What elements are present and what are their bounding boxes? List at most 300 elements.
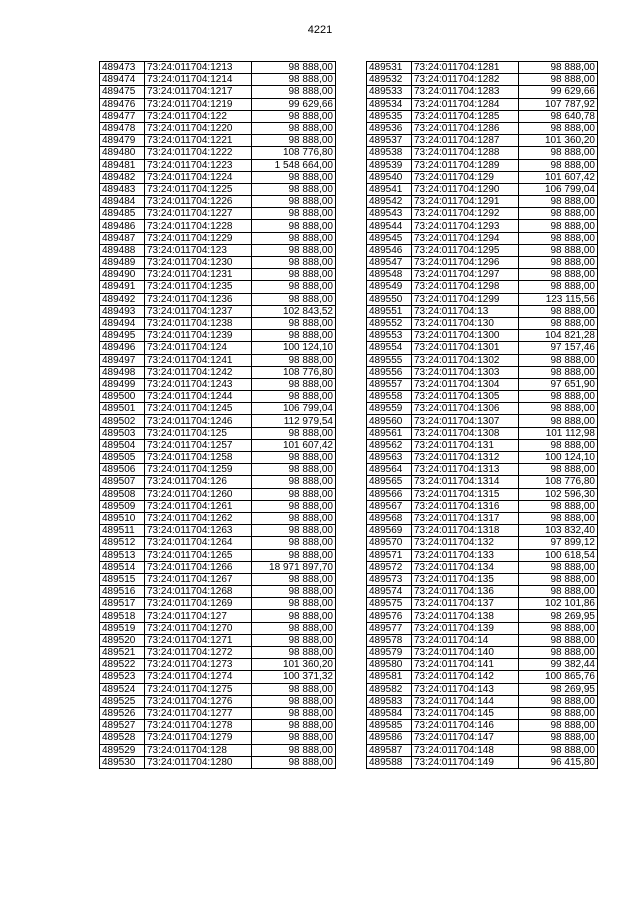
cadastral-value-cell: 98 888,00 [252,573,336,585]
table-row [367,378,598,390]
cadastral-number-cell: 73:24:011704:1259 [145,464,252,476]
cadastral-value-cell: 98 888,00 [519,403,598,415]
table-row [367,500,598,512]
table-row [100,183,336,195]
record-number-cell: 489565 [367,476,412,488]
cadastral-value-cell: 98 888,00 [252,683,336,695]
record-number-cell: 489536 [367,122,412,134]
table-row [367,354,598,366]
record-number-cell: 489581 [367,671,412,683]
cadastral-value-cell: 98 888,00 [252,586,336,598]
record-number-cell: 489558 [367,391,412,403]
table-row [367,744,598,756]
table-row [367,62,598,74]
table-row [367,659,598,671]
cadastral-number-cell: 73:24:011704:1244 [145,391,252,403]
cadastral-value-cell: 98 888,00 [519,220,598,232]
record-number-cell: 489479 [100,135,145,147]
table-row [367,573,598,585]
cadastral-value-cell: 98 888,00 [519,415,598,427]
cadastral-number-cell: 73:24:011704:1312 [412,452,519,464]
cadastral-number-cell: 73:24:011704:1288 [412,147,519,159]
cadastral-number-cell: 73:24:011704:1231 [145,269,252,281]
cadastral-number-cell: 73:24:011704:1298 [412,281,519,293]
cadastral-number-cell: 73:24:011704:1303 [412,366,519,378]
table-row [100,244,336,256]
record-number-cell: 489534 [367,98,412,110]
cadastral-number-cell: 73:24:011704:141 [412,659,519,671]
table-row [100,744,336,756]
record-number-cell: 489541 [367,183,412,195]
cadastral-number-cell: 73:24:011704:1227 [145,208,252,220]
record-number-cell: 489543 [367,208,412,220]
record-number-cell: 489577 [367,622,412,634]
cadastral-number-cell: 73:24:011704:1223 [145,159,252,171]
cadastral-value-cell: 98 888,00 [519,317,598,329]
cadastral-value-cell: 98 888,00 [252,317,336,329]
cadastral-number-cell: 73:24:011704:140 [412,647,519,659]
cadastral-number-cell: 73:24:011704:1277 [145,707,252,719]
cadastral-value-cell: 106 799,04 [519,183,598,195]
record-number-cell: 489571 [367,549,412,561]
record-number-cell: 489491 [100,281,145,293]
record-number-cell: 489574 [367,586,412,598]
record-number-cell: 489587 [367,744,412,756]
record-number-cell: 489527 [100,720,145,732]
record-number-cell: 489583 [367,695,412,707]
table-row [100,695,336,707]
table-row [367,598,598,610]
cadastral-value-cell: 98 888,00 [252,122,336,134]
cadastral-number-cell: 73:24:011704:1287 [412,135,519,147]
cadastral-value-cell: 98 640,78 [519,110,598,122]
record-number-cell: 489535 [367,110,412,122]
cadastral-value-cell: 98 888,00 [252,110,336,122]
cadastral-value-cell: 98 269,95 [519,610,598,622]
record-number-cell: 489533 [367,86,412,98]
record-number-cell: 489489 [100,257,145,269]
record-number-cell: 489544 [367,220,412,232]
cadastral-value-cell: 98 888,00 [519,196,598,208]
cadastral-value-cell: 98 888,00 [519,586,598,598]
cadastral-value-cell: 123 115,56 [519,293,598,305]
cadastral-number-cell: 73:24:011704:1237 [145,305,252,317]
cadastral-number-cell: 73:24:011704:1299 [412,293,519,305]
record-number-cell: 489575 [367,598,412,610]
cadastral-value-cell: 98 888,00 [252,464,336,476]
cadastral-number-cell: 73:24:011704:1295 [412,244,519,256]
cadastral-value-cell: 98 888,00 [519,647,598,659]
cadastral-number-cell: 73:24:011704:1292 [412,208,519,220]
cadastral-number-cell: 73:24:011704:1260 [145,488,252,500]
record-number-cell: 489564 [367,464,412,476]
cadastral-number-cell: 73:24:011704:1306 [412,403,519,415]
cadastral-value-cell: 101 112,98 [519,427,598,439]
cadastral-number-cell: 73:24:011704:1300 [412,330,519,342]
cadastral-number-cell: 73:24:011704:144 [412,695,519,707]
record-number-cell: 489562 [367,439,412,451]
record-number-cell: 489514 [100,561,145,573]
table-row [367,208,598,220]
table-row [100,452,336,464]
table-row [100,598,336,610]
cadastral-value-cell: 98 888,00 [252,610,336,622]
record-number-cell: 489523 [100,671,145,683]
cadastral-value-cell: 100 865,76 [519,671,598,683]
record-number-cell: 489508 [100,488,145,500]
cadastral-value-cell: 98 888,00 [252,208,336,220]
cadastral-value-cell: 100 618,54 [519,549,598,561]
record-number-cell: 489519 [100,622,145,634]
table-row [100,98,336,110]
cadastral-value-cell: 101 360,20 [252,659,336,671]
table-row [100,171,336,183]
table-row [367,317,598,329]
cadastral-number-cell: 73:24:011704:123 [145,244,252,256]
cadastral-number-cell: 73:24:011704:1286 [412,122,519,134]
cadastral-number-cell: 73:24:011704:1235 [145,281,252,293]
table-row [100,317,336,329]
cadastral-number-cell: 73:24:011704:130 [412,317,519,329]
cadastral-value-cell: 98 888,00 [252,525,336,537]
record-number-cell: 489492 [100,293,145,305]
cadastral-number-cell: 73:24:011704:132 [412,537,519,549]
cadastral-number-cell: 73:24:011704:1272 [145,647,252,659]
record-number-cell: 489563 [367,452,412,464]
table-row [100,354,336,366]
table-row [100,378,336,390]
record-number-cell: 489476 [100,98,145,110]
cadastral-number-cell: 73:24:011704:1243 [145,378,252,390]
cadastral-number-cell: 73:24:011704:1283 [412,86,519,98]
cadastral-number-cell: 73:24:011704:1276 [145,695,252,707]
cadastral-number-cell: 73:24:011704:1224 [145,171,252,183]
table-row [367,707,598,719]
cadastral-value-cell: 98 888,00 [252,500,336,512]
cadastral-value-cell: 98 888,00 [252,756,336,768]
table-row [100,732,336,744]
cadastral-number-cell: 73:24:011704:13 [412,305,519,317]
record-number-cell: 489531 [367,62,412,74]
table-row [367,695,598,707]
cadastral-value-cell: 98 888,00 [519,391,598,403]
table-row [367,464,598,476]
table-row [100,305,336,317]
table-row [100,549,336,561]
table-row [367,452,598,464]
record-number-cell: 489495 [100,330,145,342]
cadastral-number-cell: 73:24:011704:1245 [145,403,252,415]
record-number-cell: 489522 [100,659,145,671]
table-row [367,403,598,415]
cadastral-value-cell: 98 888,00 [519,732,598,744]
cadastral-value-cell: 98 888,00 [519,74,598,86]
record-number-cell: 489547 [367,257,412,269]
cadastral-number-cell: 73:24:011704:1285 [412,110,519,122]
cadastral-value-cell: 97 651,90 [519,378,598,390]
record-number-cell: 489556 [367,366,412,378]
cadastral-number-cell: 73:24:011704:133 [412,549,519,561]
cadastral-value-cell: 98 888,00 [519,695,598,707]
cadastral-value-cell: 98 888,00 [252,452,336,464]
cadastral-value-cell: 96 415,80 [519,756,598,768]
cadastral-number-cell: 73:24:011704:1229 [145,232,252,244]
cadastral-number-cell: 73:24:011704:146 [412,720,519,732]
cadastral-value-cell: 102 101,86 [519,598,598,610]
cadastral-number-cell: 73:24:011704:126 [145,476,252,488]
cadastral-value-cell: 98 888,00 [519,707,598,719]
record-number-cell: 489475 [100,86,145,98]
record-number-cell: 489537 [367,135,412,147]
cadastral-value-cell: 98 888,00 [252,183,336,195]
table-row [100,135,336,147]
table-row [367,135,598,147]
cadastral-number-cell: 73:24:011704:1314 [412,476,519,488]
table-row [367,415,598,427]
page-number: 4221 [307,24,333,36]
table-row [100,403,336,415]
cadastral-value-cell: 98 888,00 [252,622,336,634]
cadastral-value-cell: 98 888,00 [252,488,336,500]
table-row [100,281,336,293]
cadastral-number-cell: 73:24:011704:148 [412,744,519,756]
record-number-cell: 489499 [100,378,145,390]
record-number-cell: 489513 [100,549,145,561]
table-row [100,74,336,86]
table-row [367,110,598,122]
record-number-cell: 489550 [367,293,412,305]
record-number-cell: 489554 [367,342,412,354]
cadastral-number-cell: 73:24:011704:1261 [145,500,252,512]
cadastral-value-cell: 104 821,28 [519,330,598,342]
table-row [367,610,598,622]
record-number-cell: 489477 [100,110,145,122]
cadastral-value-cell: 98 888,00 [252,135,336,147]
cadastral-value-cell: 98 888,00 [519,208,598,220]
table-row [367,269,598,281]
cadastral-number-cell: 73:24:011704:1307 [412,415,519,427]
cadastral-value-cell: 101 607,42 [519,171,598,183]
table-row [367,220,598,232]
cadastral-value-cell: 102 843,52 [252,305,336,317]
table-row [100,257,336,269]
record-number-cell: 489520 [100,634,145,646]
cadastral-number-cell: 73:24:011704:1302 [412,354,519,366]
table-row [367,634,598,646]
cadastral-value-cell: 98 888,00 [252,549,336,561]
cadastral-value-cell: 98 888,00 [252,707,336,719]
table-row [100,366,336,378]
table-row [100,415,336,427]
cadastral-value-cell: 98 888,00 [519,354,598,366]
cadastral-number-cell: 73:24:011704:142 [412,671,519,683]
table-row [100,683,336,695]
table-row [100,342,336,354]
cadastral-value-cell: 98 888,00 [252,74,336,86]
cadastral-number-cell: 73:24:011704:1274 [145,671,252,683]
table-row [367,98,598,110]
table-row [367,342,598,354]
table-row [367,586,598,598]
record-number-cell: 489568 [367,512,412,524]
cadastral-number-cell: 73:24:011704:1236 [145,293,252,305]
cadastral-number-cell: 73:24:011704:125 [145,427,252,439]
cadastral-number-cell: 73:24:011704:1263 [145,525,252,537]
table-row [100,561,336,573]
table-row [100,269,336,281]
cadastral-number-cell: 73:24:011704:1265 [145,549,252,561]
cadastral-number-cell: 73:24:011704:1246 [145,415,252,427]
record-number-cell: 489482 [100,171,145,183]
cadastral-number-cell: 73:24:011704:135 [412,573,519,585]
cadastral-number-cell: 73:24:011704:143 [412,683,519,695]
cadastral-number-cell: 73:24:011704:1296 [412,257,519,269]
cadastral-number-cell: 73:24:011704:1220 [145,122,252,134]
record-number-cell: 489530 [100,756,145,768]
table-row [367,232,598,244]
record-number-cell: 489525 [100,695,145,707]
cadastral-value-cell: 99 629,66 [252,98,336,110]
record-number-cell: 489578 [367,634,412,646]
table-row [100,110,336,122]
cadastral-number-cell: 73:24:011704:1226 [145,196,252,208]
table-row [367,244,598,256]
table-row [367,488,598,500]
cadastral-number-cell: 73:24:011704:1291 [412,196,519,208]
table-row [100,293,336,305]
record-number-cell: 489497 [100,354,145,366]
cadastral-value-cell: 98 888,00 [519,634,598,646]
cadastral-value-cell: 98 888,00 [519,561,598,573]
cadastral-value-cell: 98 888,00 [519,744,598,756]
record-number-cell: 489532 [367,74,412,86]
table-row [100,476,336,488]
cadastral-value-cell: 106 799,04 [252,403,336,415]
cadastral-value-cell: 98 888,00 [252,634,336,646]
record-number-cell: 489528 [100,732,145,744]
cadastral-number-cell: 73:24:011704:147 [412,732,519,744]
cadastral-number-cell: 73:24:011704:1308 [412,427,519,439]
cadastral-value-cell: 98 888,00 [519,573,598,585]
cadastral-number-cell: 73:24:011704:1280 [145,756,252,768]
table-row [367,281,598,293]
table-row [367,122,598,134]
cadastral-value-cell: 98 888,00 [252,537,336,549]
cadastral-value-cell: 100 371,32 [252,671,336,683]
record-number-cell: 489500 [100,391,145,403]
cadastral-value-cell: 98 888,00 [252,476,336,488]
cadastral-value-cell: 98 888,00 [519,232,598,244]
record-number-cell: 489540 [367,171,412,183]
record-number-cell: 489505 [100,452,145,464]
cadastral-value-cell: 98 888,00 [252,695,336,707]
cadastral-number-cell: 73:24:011704:1257 [145,439,252,451]
cadastral-value-cell: 98 888,00 [252,257,336,269]
table-row [367,732,598,744]
cadastral-value-cell: 98 888,00 [252,354,336,366]
cadastral-value-cell: 98 888,00 [519,62,598,74]
cadastral-value-cell: 101 360,20 [519,135,598,147]
table-row [100,488,336,500]
table-row [367,196,598,208]
cadastral-value-cell: 98 888,00 [519,122,598,134]
cadastral-number-cell: 73:24:011704:138 [412,610,519,622]
record-number-cell: 489481 [100,159,145,171]
cadastral-number-cell: 73:24:011704:1313 [412,464,519,476]
cadastral-number-cell: 73:24:011704:131 [412,439,519,451]
record-number-cell: 489494 [100,317,145,329]
record-number-cell: 489546 [367,244,412,256]
table-row [100,512,336,524]
cadastral-number-cell: 73:24:011704:1258 [145,452,252,464]
record-number-cell: 489573 [367,573,412,585]
cadastral-value-cell: 107 787,92 [519,98,598,110]
table-row [100,537,336,549]
cadastral-number-cell: 73:24:011704:1241 [145,354,252,366]
table-row [100,756,336,768]
table-row [367,537,598,549]
record-number-cell: 489569 [367,525,412,537]
cadastral-value-cell: 98 888,00 [252,330,336,342]
table-row [100,147,336,159]
cadastral-number-cell: 73:24:011704:128 [145,744,252,756]
record-number-cell: 489518 [100,610,145,622]
cadastral-number-cell: 73:24:011704:1318 [412,525,519,537]
cadastral-value-cell: 98 888,00 [252,720,336,732]
cadastral-value-cell: 98 888,00 [252,244,336,256]
record-number-cell: 489548 [367,269,412,281]
table-row [100,500,336,512]
record-number-cell: 489560 [367,415,412,427]
record-number-cell: 489572 [367,561,412,573]
cadastral-number-cell: 73:24:011704:1268 [145,586,252,598]
cadastral-number-cell: 73:24:011704:1282 [412,74,519,86]
registry-table-left-body [100,62,336,769]
record-number-cell: 489512 [100,537,145,549]
cadastral-number-cell: 73:24:011704:1317 [412,512,519,524]
cadastral-number-cell: 73:24:011704:129 [412,171,519,183]
record-number-cell: 489529 [100,744,145,756]
record-number-cell: 489483 [100,183,145,195]
table-row [100,610,336,622]
cadastral-number-cell: 73:24:011704:137 [412,598,519,610]
table-row [100,647,336,659]
cadastral-value-cell: 108 776,80 [252,147,336,159]
cadastral-number-cell: 73:24:011704:1289 [412,159,519,171]
cadastral-value-cell: 98 888,00 [252,732,336,744]
table-row [367,476,598,488]
record-number-cell: 489509 [100,500,145,512]
record-number-cell: 489507 [100,476,145,488]
table-row [367,427,598,439]
cadastral-number-cell: 73:24:011704:134 [412,561,519,573]
record-number-cell: 489493 [100,305,145,317]
cadastral-value-cell: 98 888,00 [252,86,336,98]
record-number-cell: 489551 [367,305,412,317]
table-row [367,549,598,561]
cadastral-value-cell: 97 157,46 [519,342,598,354]
record-number-cell: 489487 [100,232,145,244]
cadastral-value-cell: 98 888,00 [519,366,598,378]
table-row [100,330,336,342]
cadastral-value-cell: 100 124,10 [252,342,336,354]
record-number-cell: 489580 [367,659,412,671]
record-number-cell: 489517 [100,598,145,610]
record-number-cell: 489539 [367,159,412,171]
cadastral-number-cell: 73:24:011704:1304 [412,378,519,390]
table-row [367,74,598,86]
cadastral-number-cell: 73:24:011704:1273 [145,659,252,671]
